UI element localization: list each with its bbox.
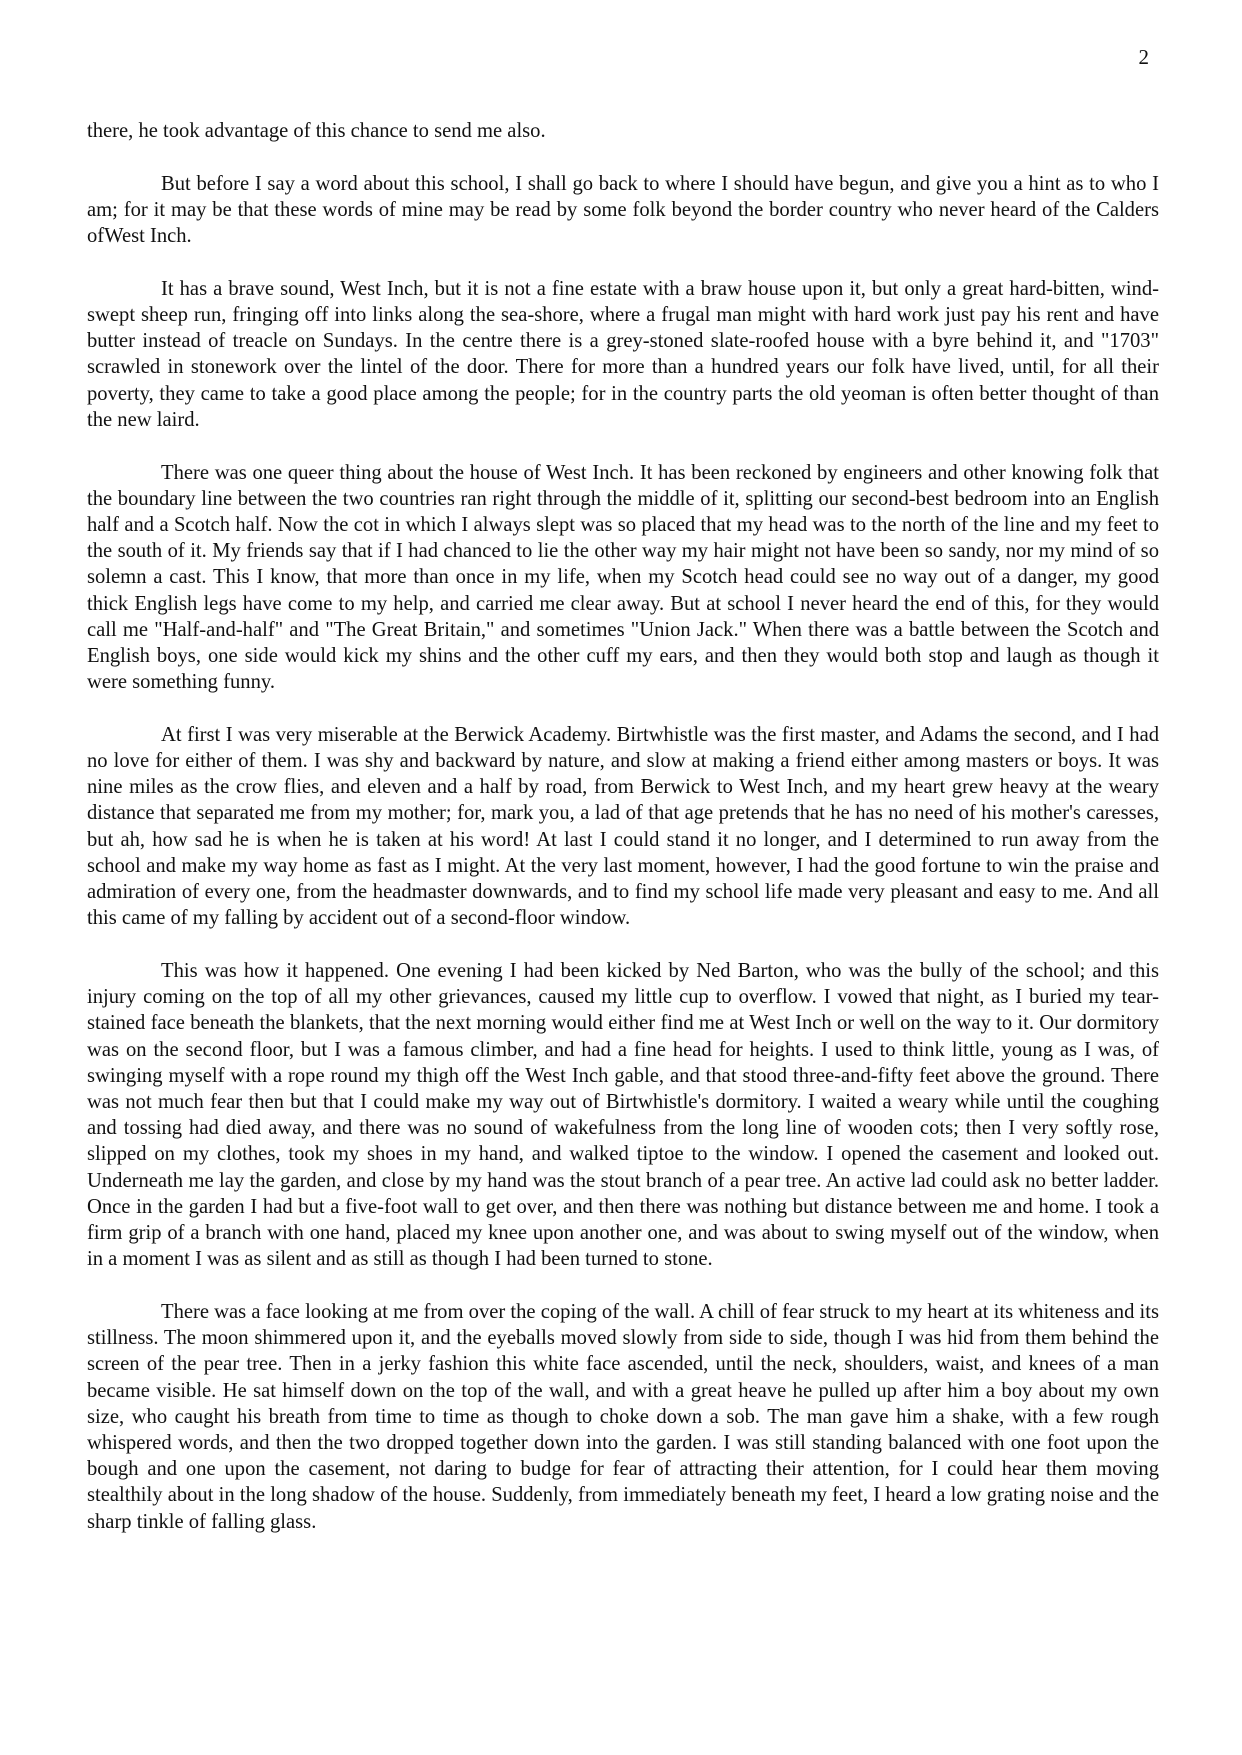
paragraph: But before I say a word about this school, I shall go back to where I should have begun, and give you a hint as to who I am; for it may be that these words of mine may be read by some folk beyond the border country who never heard of the Calders ofWest Inch. [87, 172, 1159, 248]
paragraph: At first I was very miserable at the Berwick Academy. Birtwhistle was the first master, and Adams the second, and I had no love for either of them. I was shy and backward by nature, and slow at making a friend either among masters or boys. It was nine miles as the crow flies, and eleven and a half by road, from Berwick to West Inch, and my heart grew heavy at the weary distance that separated me from my mother; for, mark you, a lad of that age pretends that he has no need of his mother's caresses, but ah, how sad he is when he is taken at his word! At last I could stand it no longer, and I determined to run away from the school and make my way home as fast as I might. At the very last moment, however, I had the good fortune to win the praise and admiration of every one, from the headmaster downwards, and to find my school life made very pleasant and easy to me. And all this came of my falling by accident out of a second-floor window. [87, 723, 1159, 930]
page-number: 2 [1138, 45, 1149, 69]
body-text [87, 118, 1159, 1561]
paragraph: This was how it happened. One evening I had been kicked by Ned Barton, who was the bully of the school; and this injury coming on the top of all my other grievances, caused my little cup to overflow. I vowed that night, as I buried my tear-stained face beneath the blankets, that the next morning would either find me at West Inch or well on the way to it. Our dormitory was on the second floor, but I was a famous climber, and had a fine head for heights. I used to think little, young as I was, of swinging myself with a rope round my thigh off the West Inch gable, and that stood three-and-fifty feet above the ground. There was not much fear then but that I could make my way out of Birtwhistle's dormitory. I waited a weary while until the coughing and tossing had died away, and there was no sound of wakefulness from the long line of wooden cots; then I very softly rose, slipped on my clothes, took my shoes in my hand, and walked tiptoe to the window. I opened the casement and looked out. Underneath me lay the garden, and close by my hand was the stout branch of a pear tree. An active lad could ask no better ladder. Once in the garden I had but a five-foot wall to get over, and then there was nothing but distance between me and home. I took a firm grip of a branch with one hand, placed my knee upon another one, and was about to swing myself out of the window, when in a moment I was as silent and as still as though I had been turned to stone. [87, 959, 1159, 1271]
paragraph: there, he took advantage of this chance to send me also. [87, 120, 546, 142]
paragraph: There was one queer thing about the house of West Inch. It has been reckoned by engineers and other knowing folk that the boundary line between the two countries ran right through the middle of it, splitting our second-best bedroom into an English half and a Scotch half. Now the cot in which I always slept was so placed that my head was to the north of the line and my feet to the south of it. My friends say that if I had chanced to lie the other way my hair might not have been so sandy, nor my mind of so solemn a cast. This I know, that more than once in my life, when my Scotch head could see no way out of a danger, my good thick English legs have come to my help, and carried me clear away. But at school I never heard the end of this, for they would call me "Half-and-half" and "The Great Britain," and sometimes "Union Jack." When there was a battle between the Scotch and English boys, one side would kick my shins and the other cuff my ears, and then they would both stop and laugh as though it were something funny. [87, 461, 1159, 694]
paragraph: There was a face looking at me from over the coping of the wall. A chill of fear struck to my heart at its whiteness and its stillness. The moon shimmered upon it, and the eyeballs moved slowly from side to side, though I was hid from them behind the screen of the pear tree. Then in a jerky fashion this white face ascended, until the neck, shoulders, waist, and knees of a man became visible. He sat himself down on the top of the wall, and with a great heave he pulled up after him a boy about my own size, who caught his breath from time to time as though to choke down a sob. The man gave him a shake, with a few rough whispered words, and then the two dropped together down into the garden. I was still standing balanced with one foot upon the bough and one upon the casement, not daring to budge for fear of attracting their attention, for I could hear them moving stealthily about in the long shadow of the house. Suddenly, from immediately beneath my feet, I heard a low grating noise and the sharp tinkle of falling glass. [87, 1300, 1159, 1533]
paragraph: It has a brave sound, West Inch, but it is not a fine estate with a braw house upon it, but only a great hard-bitten, wind-swept sheep run, fringing off into links along the sea-shore, where a frugal man might with hard work just pay his rent and have butter instead of treacle on Sundays. In the centre there is a grey-stoned slate-roofed house with a byre behind it, and "1703" scrawled in stonework over the lintel of the door. There for more than a hundred years our folk have lived, until, for all their poverty, they came to take a good place among the people; for in the country parts the old yeoman is often better thought of than the new laird. [87, 277, 1159, 431]
